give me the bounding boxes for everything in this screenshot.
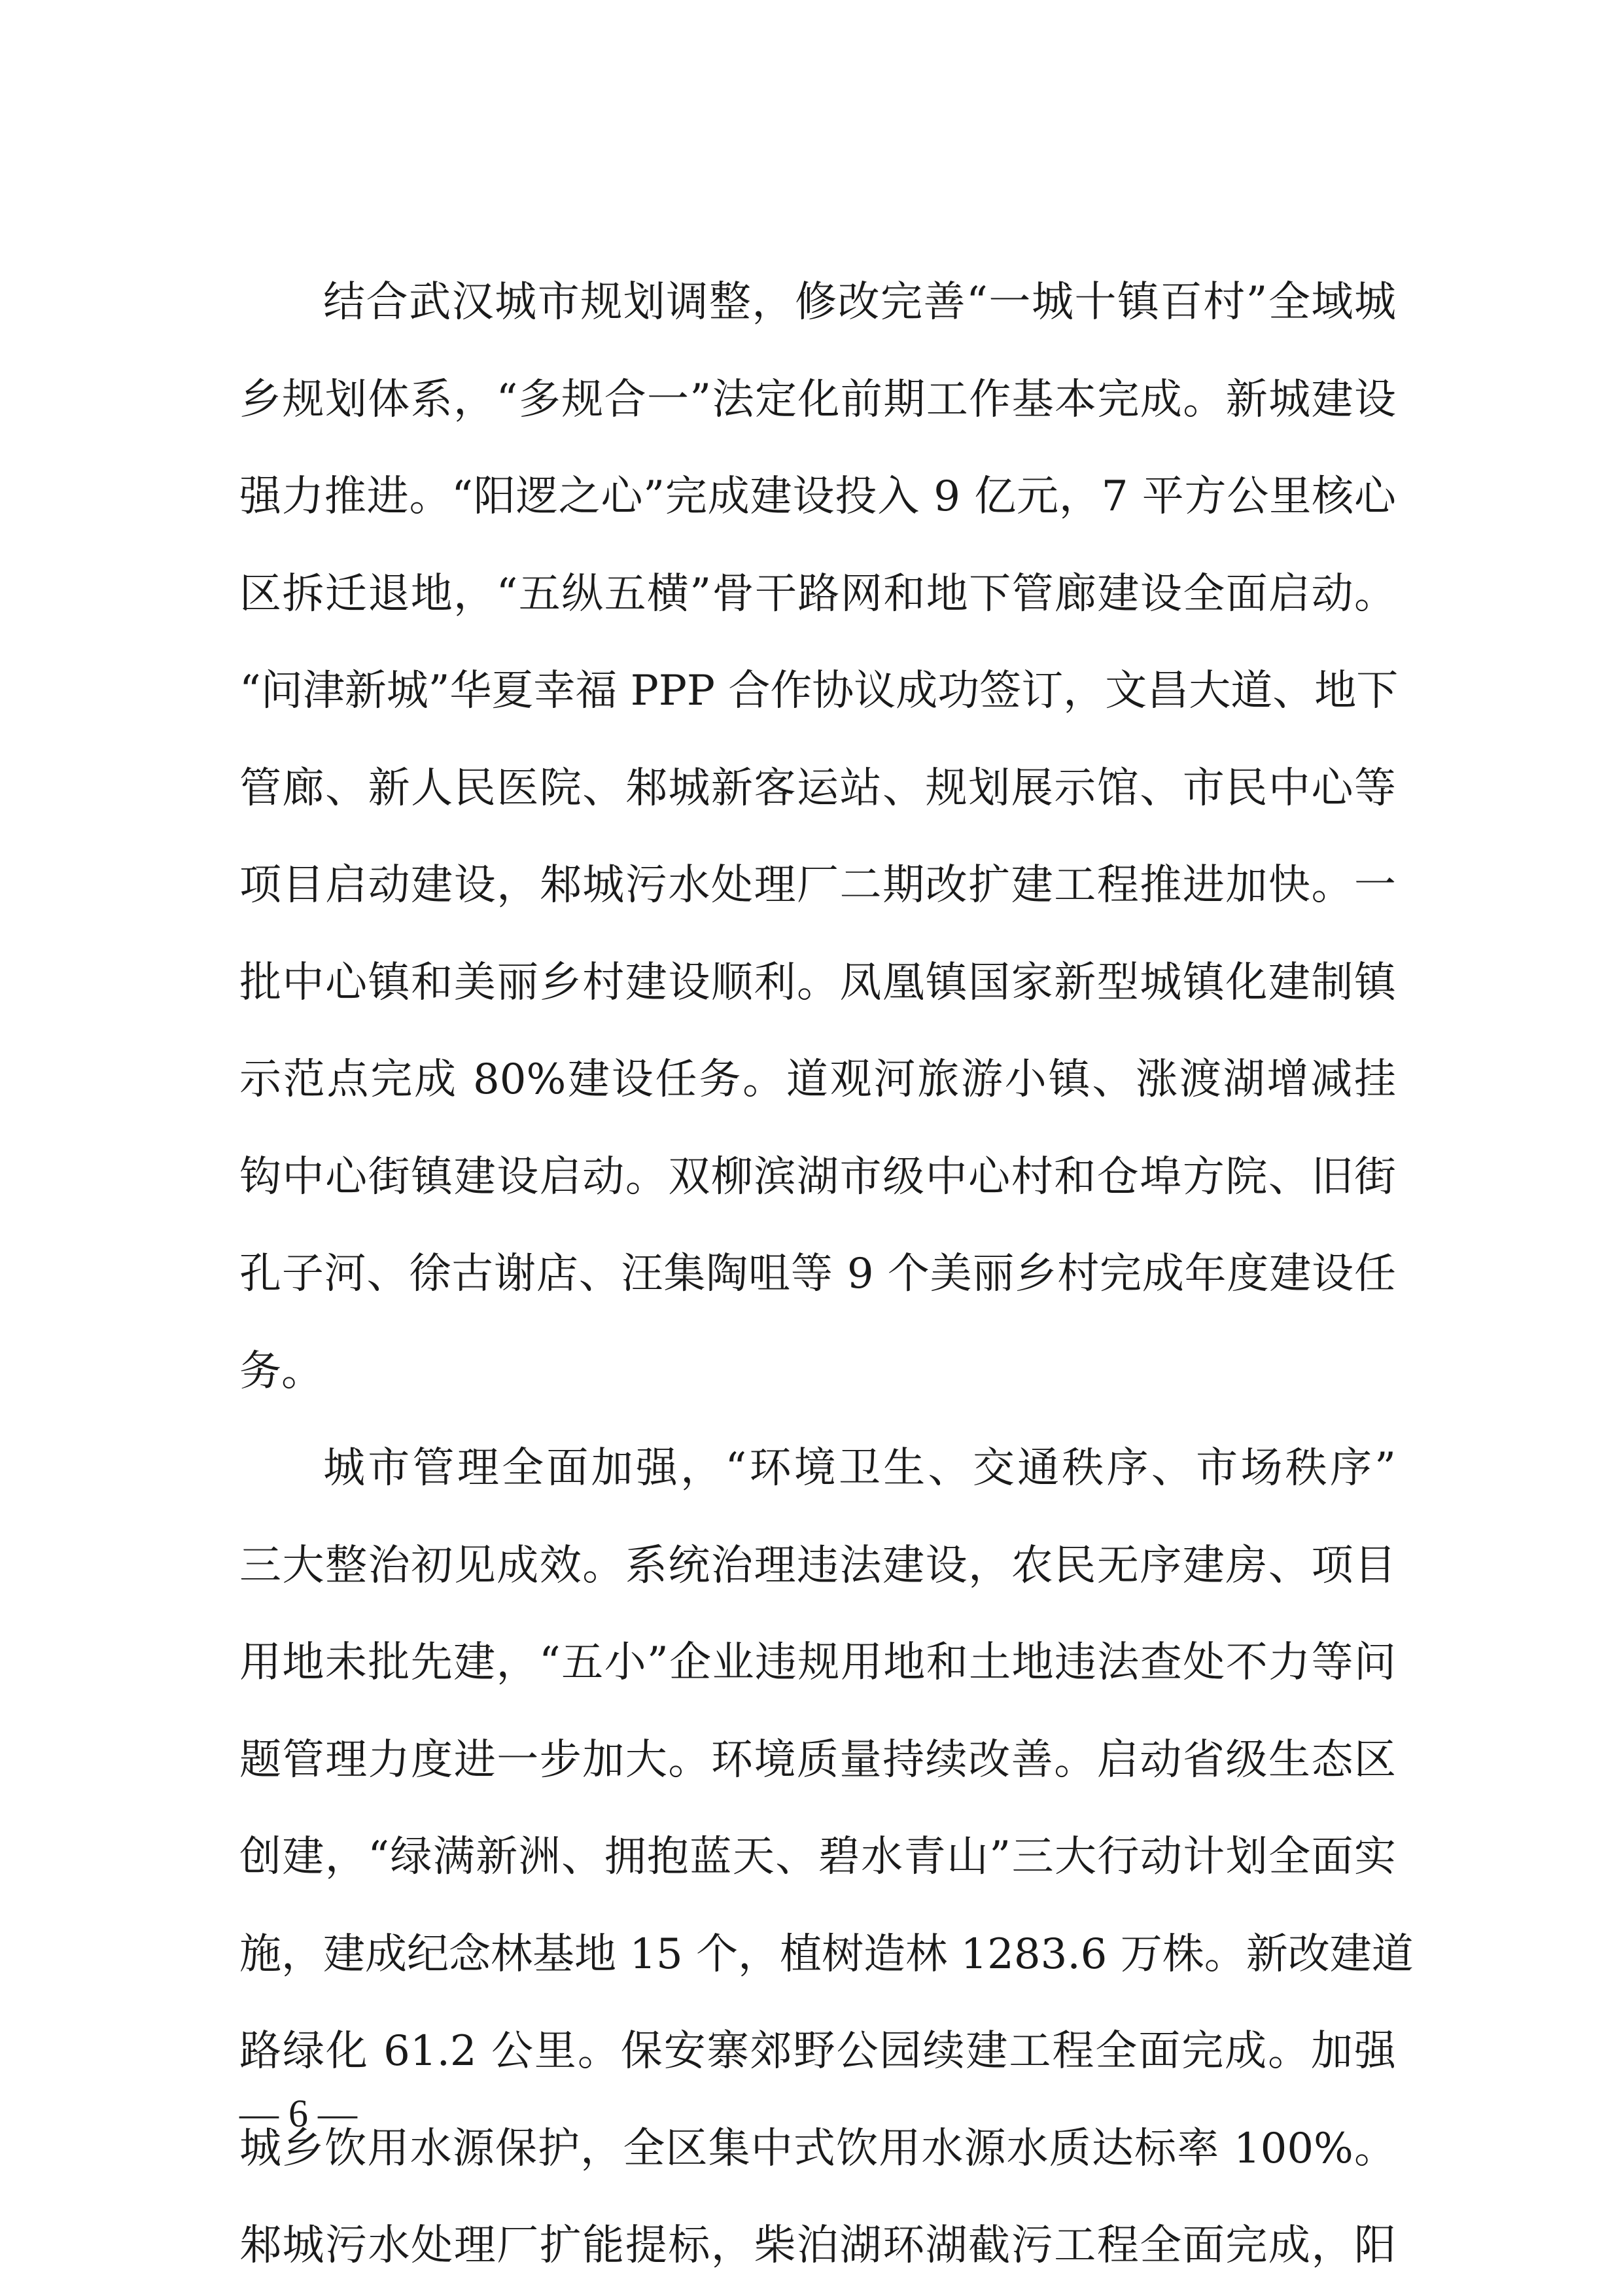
body-text — [239, 254, 1414, 2295]
page-number: — 6 — — [239, 2092, 357, 2135]
text-line: “问津新城”华夏幸福 PPP 合作协议成功签订，文昌大道、地下 — [239, 667, 1399, 715]
text-line: 创建，“绿满新洲、拥抱蓝天、碧水青山”三大行动计划全面实 — [239, 1833, 1396, 1881]
text-line: 区拆迁退地，“五纵五横”骨干路网和地下管廊建设全面启动。 — [239, 569, 1396, 618]
text-line: 路绿化 61.2 公里。保安寨郊野公园续建工程全面完成。加强 — [239, 2027, 1396, 2075]
text-line: 示范点完成 80%建设任务。道观河旅游小镇、涨渡湖增减挂 — [239, 1055, 1396, 1104]
text-line: 三大整治初见成效。系统治理违法建设，农民无序建房、项目 — [239, 1541, 1396, 1590]
text-line: 务。 — [239, 1347, 323, 1396]
text-line: 城乡饮用水源保护，全区集中式饮用水源水质达标率 100%。 — [239, 2124, 1396, 2173]
text-line: 批中心镇和美丽乡村建设顺利。凤凰镇国家新型城镇化建制镇 — [239, 958, 1396, 1007]
text-line: 用地未批先建，“五小”企业违规用地和土地违法查处不力等问 — [239, 1638, 1396, 1687]
text-line: 施，建成纪念林基地 15 个，植树造林 1283.6 万株。新改建道 — [239, 1930, 1414, 1979]
text-line: 城市管理全面加强，“环境卫生、交通秩序、市场秩序” — [323, 1444, 1396, 1492]
text-line: 项目启动建设，邾城污水处理厂二期改扩建工程推进加快。一 — [239, 861, 1396, 910]
text-line: 题管理力度进一步加大。环境质量持续改善。启动省级生态区 — [239, 1735, 1396, 1784]
text-line: 邾城污水处理厂扩能提标，柴泊湖环湖截污工程全面完成，阳 — [239, 2221, 1396, 2270]
text-line: 乡规划体系，“多规合一”法定化前期工作基本完成。新城建设 — [239, 375, 1396, 424]
text-line: 管廊、新人民医院、邾城新客运站、规划展示馆、市民中心等 — [239, 764, 1396, 813]
text-line: 结合武汉城市规划调整，修改完善“一城十镇百村”全域城 — [323, 278, 1396, 327]
text-line: 强力推进。“阳逻之心”完成建设投入 9 亿元，7 平方公里核心 — [239, 472, 1396, 521]
text-line: 钩中心街镇建设启动。双柳滨湖市级中心村和仓埠方院、旧街 — [239, 1152, 1396, 1201]
text-line: 孔子河、徐古谢店、汪集陶咀等 9 个美丽乡村完成年度建设任 — [239, 1250, 1396, 1298]
